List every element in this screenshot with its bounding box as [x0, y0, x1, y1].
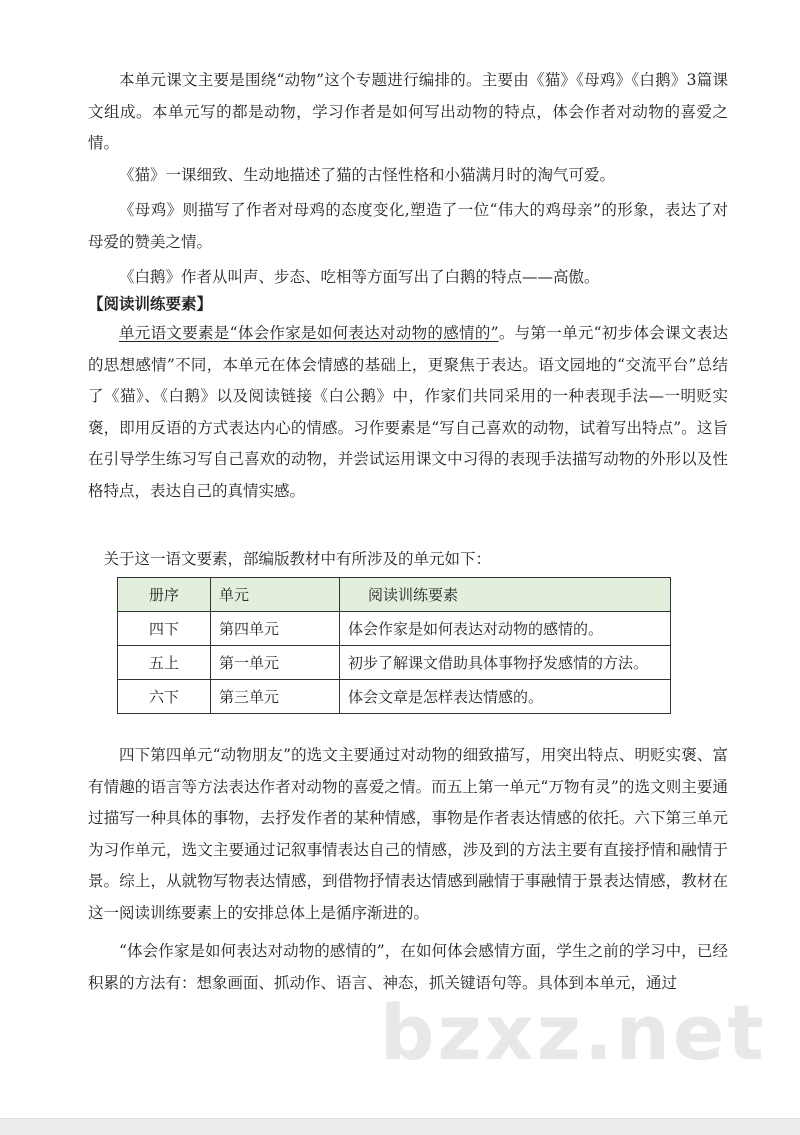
table-header-volume: 册序: [118, 578, 211, 612]
table-cell: 初步了解课文借助具体事物抒发感情的方法。: [340, 646, 671, 680]
intro-paragraph-1: 本单元课文主要是围绕“动物”这个专题进行编排的。主要由《猫》《母鸡》《白鹅》3篇课文组成。本单元写的都是动物，学习作者是如何写出动物的特点，体会作者对动物的喜爱之情。: [88, 71, 728, 152]
viewer-bottom-bar: [0, 1118, 800, 1135]
table-cell: 四下: [118, 612, 211, 646]
table-cell: 六下: [118, 680, 211, 714]
table-header-element: 阅读训练要素: [340, 578, 671, 612]
table-cell: 五上: [118, 646, 211, 680]
table-header-row: [118, 578, 671, 612]
intro-paragraph-cat: 《猫》一课细致、生动地描述了猫的古怪性格和小猫满月时的淘气可爱。: [119, 166, 616, 184]
table-header-unit: 单元: [211, 578, 340, 612]
unit-element-underlined: 单元语文要素是“体会作家是如何表达对动物的感情的”: [119, 324, 499, 342]
table-row: [118, 680, 671, 714]
table-row: [118, 612, 671, 646]
table-row: [118, 646, 671, 680]
intro-paragraph-goose: 《白鹅》作者从叫声、步态、吃相等方面写出了白鹅的特点——高傲。: [119, 268, 600, 286]
section-paragraph-body: 。与第一单元“初步体会课文表达的思想感情”不同，本单元在体会情感的基础上，更聚焦于表达。语文园地的“交流平台”总结了《猫》、《白鹅》以及阅读链接《白公鹅》中，作家们共同采用的一种表现手法—一明贬实褒，即用反语的方式表达内心的情感。习作要素是“写自己喜欢的动物，试着写出特点”。这旨在引导学生练习写自己喜欢的动物，并尝试运用课文中习得的表现手法描写动物的外形以及性格特点，表达自己的真情实感。: [88, 324, 728, 500]
table-cell: 第一单元: [211, 646, 340, 680]
site-watermark: bzxz.net: [380, 988, 767, 1077]
table-cell: 第三单元: [211, 680, 340, 714]
analysis-paragraph-1: 四下第四单元“动物朋友”的选文主要通过对动物的细致描写，用突出特点、明贬实褒、富有情趣的语言等方法表达作者对动物的喜爱之情。而五上第一单元“万物有灵”的选文则主要通过描写一种具体的事物，去抒发作者的某种情感，事物是作者表达情感的依托。六下第三单元为习作单元，选文主要通过记叙事情表达自己的情感，涉及到的方法主要有直接抒情和融情于景。综上，从就物写物表达情感，到借物抒情表达情感到融情于事融情于景表达情感，教材在这一阅读训练要素上的安排总体上是循序渐进的。: [88, 746, 728, 922]
reading-elements-table: [117, 577, 671, 714]
table-cell: 体会作家是如何表达对动物的感情的。: [340, 612, 671, 646]
intro-paragraph-hen: 《母鸡》则描写了作者对母鸡的态度变化,塑造了一位“伟大的鸡母亲”的形象，表达了对母爱的赞美之情。: [88, 201, 728, 251]
table-intro: 关于这一语文要素，部编版教材中有所涉及的单元如下：: [103, 550, 492, 568]
analysis-paragraph-2: “体会作家是如何表达对动物的感情的”，在如何体会感情方面，学生之前的学习中，已经积累的方法有：想象画面、抓动作、语言、神态，抓关键语句等。具体到本单元，通过: [88, 942, 728, 992]
table-cell: 体会文章是怎样表达情感的。: [340, 680, 671, 714]
table-cell: 第四单元: [211, 612, 340, 646]
section-heading: 【阅读训练要素】: [88, 294, 213, 313]
section-paragraph: [88, 318, 728, 507]
